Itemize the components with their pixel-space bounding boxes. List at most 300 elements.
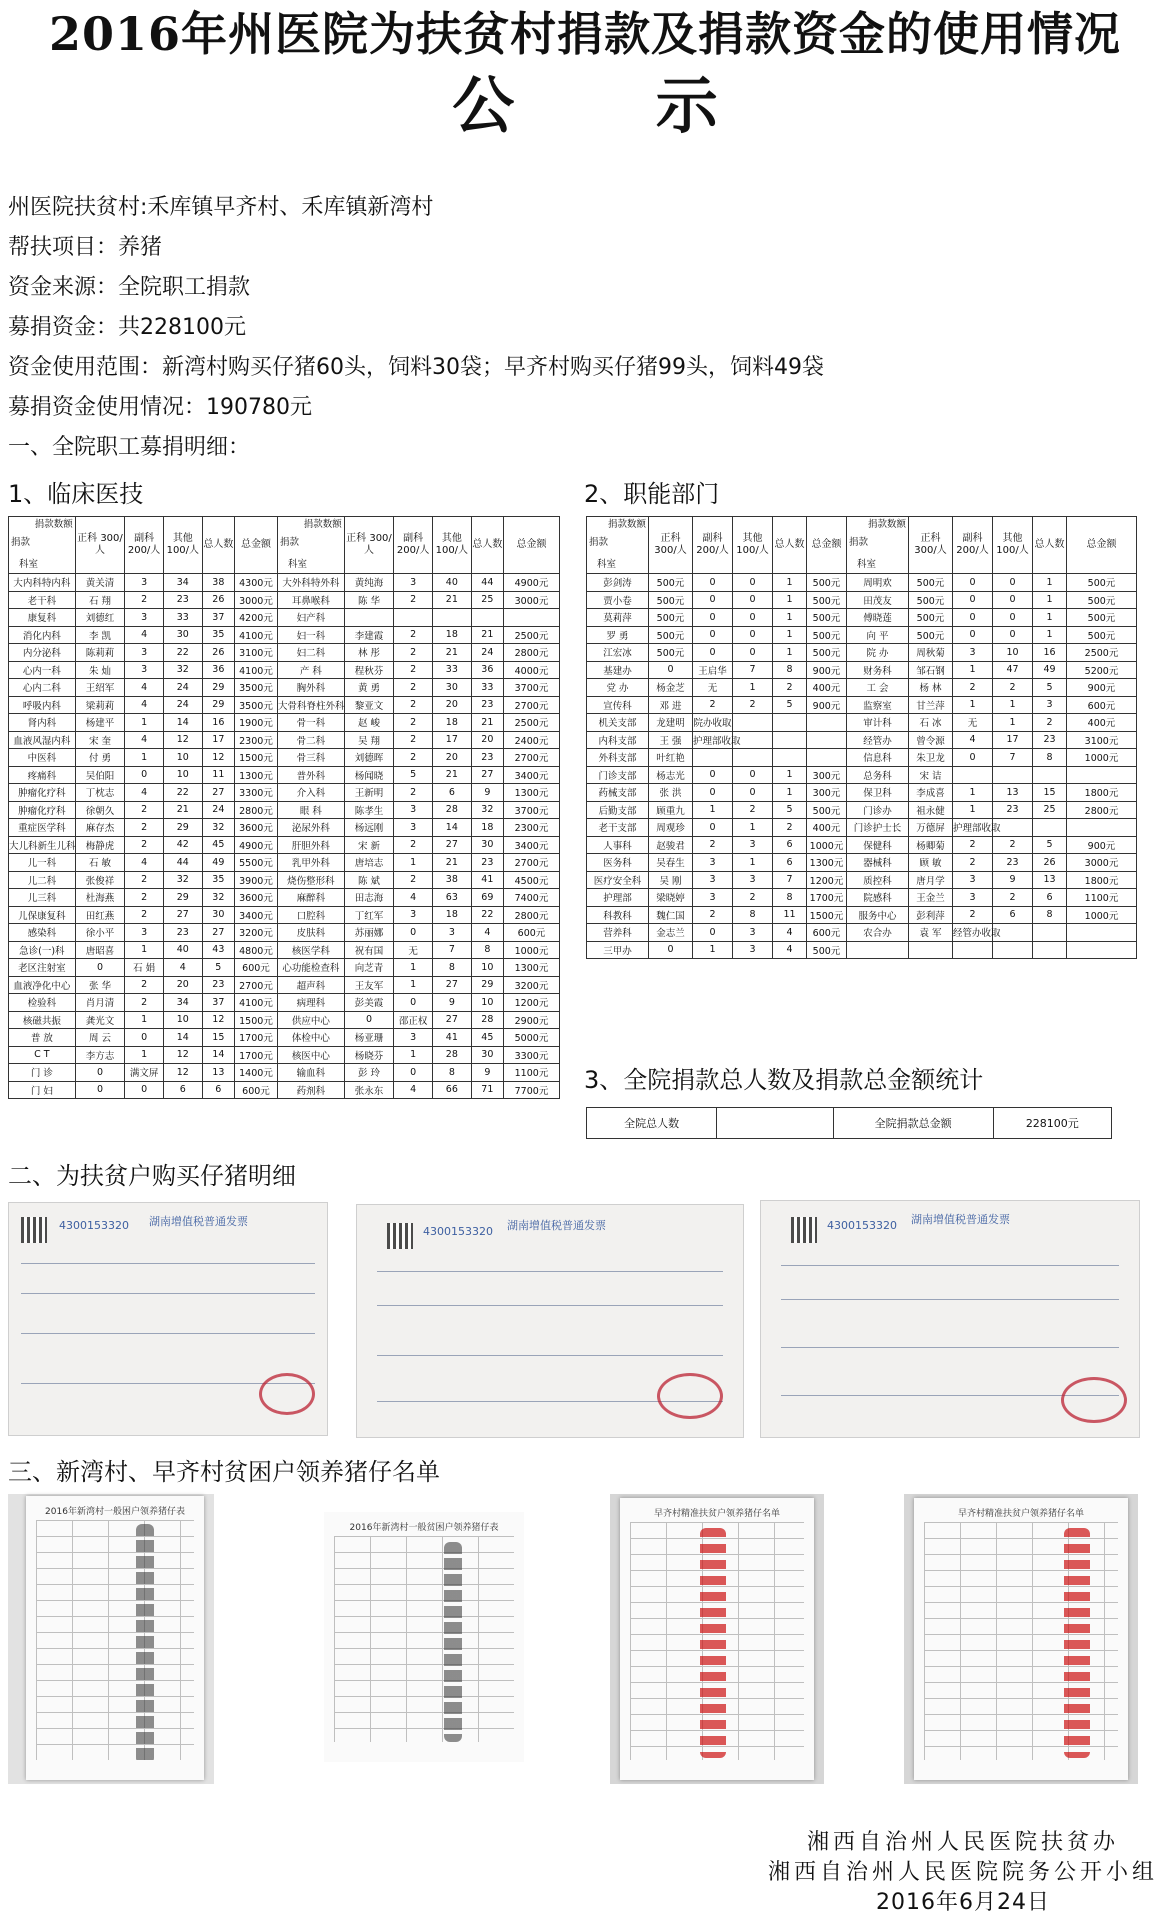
table-cell: 4000元 (503, 661, 559, 679)
column-header: 总金额 (807, 517, 847, 574)
table-cell: 祝有国 (344, 941, 394, 959)
table-cell: 11 (773, 906, 807, 924)
table-cell (733, 749, 773, 767)
info-line: 帮扶项目：养猪 (8, 235, 163, 260)
table-cell: 0 (75, 1064, 125, 1082)
table-cell: 500元 (909, 609, 953, 627)
table-row (9, 626, 560, 644)
table-cell: 24 (202, 801, 234, 819)
table-cell: 23 (163, 924, 202, 942)
table-cell: 2 (125, 801, 164, 819)
table-cell: 69 (471, 889, 503, 907)
receipt-number: 4300153320 (423, 1225, 493, 1238)
table-cell: 8 (432, 1064, 471, 1082)
table-cell (1033, 766, 1067, 784)
table-cell: 黄关清 (75, 574, 125, 592)
table-cell: 1 (125, 941, 164, 959)
table-cell: 4 (471, 924, 503, 942)
table-cell: 3 (953, 644, 993, 662)
table-cell: 3700元 (503, 801, 559, 819)
table-cell: 1 (125, 749, 164, 767)
sheet-title: 2016年新湾村一般贫困户领养猪仔表 (349, 1523, 499, 1533)
table-cell: 14 (163, 714, 202, 732)
table-cell: 45 (471, 1029, 503, 1047)
table-cell: 34 (163, 994, 202, 1012)
table-cell: 丁枕志 (75, 784, 125, 802)
table-row (587, 836, 1137, 854)
table-row (9, 714, 560, 732)
table-cell: 1500元 (234, 749, 277, 767)
table-cell: 2 (953, 854, 993, 872)
section-functional: 2、职能部门 (584, 480, 720, 508)
table-cell: 6 (202, 1081, 234, 1099)
receipt-photo (356, 1204, 744, 1438)
table-cell: 4100元 (234, 661, 277, 679)
table-cell: 1 (394, 1046, 433, 1064)
table-cell (1067, 819, 1137, 837)
table-cell: 400元 (807, 679, 847, 697)
table-cell: 500元 (649, 591, 693, 609)
table-row (9, 696, 560, 714)
table-cell: 2 (125, 889, 164, 907)
table-cell: 老干支部 (587, 819, 649, 837)
table-cell: 21 (432, 766, 471, 784)
table-cell: 4 (125, 854, 164, 872)
table-cell: 1 (394, 854, 433, 872)
table-cell: 9 (993, 871, 1033, 889)
table-cell: 41 (471, 871, 503, 889)
table-cell: 1 (953, 784, 993, 802)
table-cell: 2800元 (1067, 801, 1137, 819)
table-cell: 外科支部 (587, 749, 649, 767)
table-row (9, 889, 560, 907)
table-cell: 0 (394, 924, 433, 942)
table-cell: 24 (471, 644, 503, 662)
table-cell: 3000元 (503, 591, 559, 609)
table-cell: 普 放 (9, 1029, 76, 1047)
table-cell: 17 (993, 731, 1033, 749)
table-cell: 8 (1033, 906, 1067, 924)
table-cell: 4 (125, 784, 164, 802)
table-cell: 3900元 (234, 871, 277, 889)
table-cell: 23 (1033, 731, 1067, 749)
column-header: 正科 300/人 (344, 517, 394, 574)
table-cell: 肖月清 (75, 994, 125, 1012)
table-cell: 5500元 (234, 854, 277, 872)
table-cell: 4 (953, 731, 993, 749)
table-cell: 朱卫龙 (909, 749, 953, 767)
table-cell: 基建办 (587, 661, 649, 679)
table-cell: 王金兰 (909, 889, 953, 907)
table-cell: 彭 玲 (344, 1064, 394, 1082)
table-cell: 2 (394, 644, 433, 662)
table-cell: 1100元 (503, 1064, 559, 1082)
table-cell: 1700元 (807, 889, 847, 907)
table-cell: 总务科 (847, 766, 909, 784)
table-cell: 0 (693, 574, 733, 592)
table-cell: 23 (993, 801, 1033, 819)
table-cell: 2 (394, 749, 433, 767)
table-cell: 20 (432, 696, 471, 714)
table-cell: 18 (432, 626, 471, 644)
table-cell: 29 (471, 976, 503, 994)
table-cell: 1500元 (234, 1011, 277, 1029)
table-cell: 21 (432, 854, 471, 872)
table-cell: 1500元 (807, 906, 847, 924)
table-cell: 28 (432, 801, 471, 819)
table-cell: 15 (1033, 784, 1067, 802)
qr-code-icon (21, 1217, 47, 1243)
table-cell: 黄纯海 (344, 574, 394, 592)
table-cell: 33 (163, 609, 202, 627)
table-cell: 2 (693, 906, 733, 924)
column-header: 正科 300/人 (75, 517, 125, 574)
table-cell: 2 (733, 801, 773, 819)
table-row (9, 574, 560, 592)
functional-table (586, 516, 1137, 959)
table-cell: 0 (733, 644, 773, 662)
table-cell: 宋 诘 (909, 766, 953, 784)
table-cell: 0 (733, 591, 773, 609)
table-cell: 12 (163, 1046, 202, 1064)
table-cell: 2 (394, 784, 433, 802)
table-cell: 18 (432, 906, 471, 924)
table-cell: 21 (163, 801, 202, 819)
table-cell: 朱 灿 (75, 661, 125, 679)
table-cell: 4500元 (503, 871, 559, 889)
sheet-title: 早齐村精准扶贫户领养猪仔名单 (653, 1509, 780, 1519)
table-cell: 满文屏 (125, 1064, 164, 1082)
table-cell: 妇一科 (278, 626, 345, 644)
receipt-title: 湖南增值税普通发票 (149, 1215, 248, 1228)
table-cell: 5 (202, 959, 234, 977)
table-cell: 10 (993, 644, 1033, 662)
table-cell: 1300元 (234, 766, 277, 784)
table-cell: 3200元 (503, 976, 559, 994)
table-cell: 0 (125, 1081, 164, 1099)
table-cell: 3 (432, 924, 471, 942)
table-cell: 吴伯阳 (75, 766, 125, 784)
table-cell: 刘德红 (75, 609, 125, 627)
table-cell: 黎亚文 (344, 696, 394, 714)
table-cell: 29 (202, 679, 234, 697)
table-cell: 2 (125, 976, 164, 994)
table-cell: 500元 (1067, 591, 1137, 609)
table-cell: 麻醉科 (278, 889, 345, 907)
table-cell: 骨一科 (278, 714, 345, 732)
table-cell: 2 (693, 836, 733, 854)
table-cell: 500元 (909, 574, 953, 592)
table-cell: 44 (163, 854, 202, 872)
table-cell: 4 (125, 731, 164, 749)
table-cell: 李 凯 (75, 626, 125, 644)
table-cell: 1200元 (503, 994, 559, 1012)
table-cell (807, 731, 847, 749)
table-cell: 2 (733, 696, 773, 714)
table-cell: 2 (953, 906, 993, 924)
table-cell: 43 (202, 941, 234, 959)
table-cell: 9 (432, 994, 471, 1012)
table-row (9, 1029, 560, 1047)
table-cell: 儿保康复科 (9, 906, 76, 924)
table-cell: 吴 刚 (649, 871, 693, 889)
table-cell: 7 (773, 871, 807, 889)
table-cell: 1300元 (503, 959, 559, 977)
table-cell: 赵骏君 (649, 836, 693, 854)
table-cell: 33 (471, 679, 503, 697)
table-row (9, 941, 560, 959)
column-header: 其他 100/人 (432, 517, 471, 574)
table-cell: 彭美霞 (344, 994, 394, 1012)
sheet-title: 早齐村精准扶贫户领养猪仔名单 (957, 1509, 1084, 1519)
table-cell: 陈 斌 (344, 871, 394, 889)
table-cell: 2 (993, 836, 1033, 854)
table-cell: 500元 (1067, 626, 1137, 644)
table-cell: 2 (1033, 714, 1067, 732)
table-cell: 600元 (1067, 696, 1137, 714)
table-cell: 三甲办 (587, 941, 649, 959)
table-cell: 0 (75, 959, 125, 977)
table-cell: 23 (163, 591, 202, 609)
table-cell: 中医科 (9, 749, 76, 767)
table-cell: 7400元 (503, 889, 559, 907)
table-cell: 泌尿外科 (278, 819, 345, 837)
table-cell: 李方志 (75, 1046, 125, 1064)
table-cell: 33 (432, 661, 471, 679)
table-cell: 17 (202, 731, 234, 749)
table-cell: 0 (344, 1011, 394, 1029)
table-cell: 2 (394, 714, 433, 732)
table-cell: 27 (163, 906, 202, 924)
table-cell: 900元 (807, 661, 847, 679)
table-cell: 3 (953, 889, 993, 907)
table-cell: 0 (993, 574, 1033, 592)
table-cell: 3 (394, 1029, 433, 1047)
table-cell: 300元 (807, 784, 847, 802)
table-cell: 600元 (234, 1081, 277, 1099)
table-cell: 11 (202, 766, 234, 784)
table-cell: 向芝青 (344, 959, 394, 977)
table-cell: 王启华 (693, 661, 733, 679)
table-cell: 器械科 (847, 854, 909, 872)
table-cell: 1 (1033, 626, 1067, 644)
table-cell: 1900元 (234, 714, 277, 732)
table-cell: 病理科 (278, 994, 345, 1012)
table-cell: 顾 敏 (909, 854, 953, 872)
table-cell: 向 平 (847, 626, 909, 644)
table-cell: 2 (125, 591, 164, 609)
table-cell: 2300元 (234, 731, 277, 749)
table-row (9, 959, 560, 977)
table-cell: 21 (432, 644, 471, 662)
table-cell: 600元 (807, 924, 847, 942)
table-cell: 护理部收取 (953, 819, 993, 837)
table-cell (993, 941, 1033, 959)
table-cell: 30 (471, 1046, 503, 1064)
table-cell (773, 749, 807, 767)
table-cell: 2 (993, 889, 1033, 907)
table-cell: 63 (432, 889, 471, 907)
table-cell: 5 (773, 801, 807, 819)
table-cell: 杨晓芬 (344, 1046, 394, 1064)
table-cell: 1100元 (1067, 889, 1137, 907)
summary-value-amount: 228100元 (1025, 1117, 1079, 1130)
table-row (587, 679, 1137, 697)
table-cell: 10 (163, 1011, 202, 1029)
table-cell: 4200元 (234, 609, 277, 627)
table-cell: 4 (394, 889, 433, 907)
table-cell: 保健科 (847, 836, 909, 854)
table-cell: 大外科特外科 (278, 574, 345, 592)
table-cell: 普外科 (278, 766, 345, 784)
footer (768, 1828, 1158, 1918)
column-header: 总金额 (1067, 517, 1137, 574)
table-cell: 23 (471, 696, 503, 714)
table-row (587, 749, 1137, 767)
table-cell (733, 714, 773, 732)
table-cell: 6 (1033, 889, 1067, 907)
list-photo (610, 1494, 824, 1784)
column-header: 副科 200/人 (953, 517, 993, 574)
table-cell: 张永东 (344, 1081, 394, 1099)
table-cell: 营养科 (587, 924, 649, 942)
table-cell: 1 (953, 696, 993, 714)
table-cell: 0 (649, 661, 693, 679)
table-cell: 护理部 (587, 889, 649, 907)
table-cell: 3 (733, 836, 773, 854)
table-cell (909, 941, 953, 959)
table-cell (807, 749, 847, 767)
page-subtitle: 公 示 (452, 69, 778, 142)
table-cell: 工 会 (847, 679, 909, 697)
table-cell: 38 (202, 574, 234, 592)
table-cell: 25 (1033, 801, 1067, 819)
table-cell (993, 766, 1033, 784)
table-cell: 内科支部 (587, 731, 649, 749)
table-row (9, 661, 560, 679)
table-cell: 2 (953, 679, 993, 697)
table-cell: 3 (125, 661, 164, 679)
qr-code-icon (791, 1217, 817, 1243)
table-cell: 杨建平 (75, 714, 125, 732)
table-cell: 0 (953, 574, 993, 592)
table-cell: 眼 科 (278, 801, 345, 819)
table-cell: 3000元 (1067, 854, 1137, 872)
table-cell: 医疗安全科 (587, 871, 649, 889)
table-cell: 疼痛科 (9, 766, 76, 784)
table-cell: 0 (993, 626, 1033, 644)
stamp-icon (259, 1373, 315, 1415)
table-cell: 25 (471, 591, 503, 609)
table-cell: 400元 (1067, 714, 1137, 732)
table-cell: 27 (432, 836, 471, 854)
table-cell: 陈孝生 (344, 801, 394, 819)
table-cell: 1 (953, 661, 993, 679)
table-cell: 服务中心 (847, 906, 909, 924)
table-cell: 1 (394, 959, 433, 977)
table-row (587, 854, 1137, 872)
table-cell: 王绍军 (75, 679, 125, 697)
table-cell: 17 (432, 731, 471, 749)
table-cell: 4900元 (503, 574, 559, 592)
table-cell: 罗 勇 (587, 626, 649, 644)
section-receipts: 二、为扶贫户购买仔猪明细 (8, 1162, 296, 1190)
table-cell: 周秋菊 (909, 644, 953, 662)
table-cell: 0 (125, 1029, 164, 1047)
table-cell: 42 (163, 836, 202, 854)
table-cell: 29 (163, 819, 202, 837)
table-cell: 1 (125, 714, 164, 732)
table-cell: 杨金芝 (649, 679, 693, 697)
table-cell: 6 (773, 854, 807, 872)
table-cell: 3 (953, 871, 993, 889)
table-cell: 0 (733, 609, 773, 627)
table-cell: 3 (733, 871, 773, 889)
table-cell: 耳鼻喉科 (278, 591, 345, 609)
table-cell: 2700元 (503, 749, 559, 767)
table-cell: 院办收取 (693, 714, 733, 732)
table-cell: 徐朝久 (75, 801, 125, 819)
table-cell: 500元 (1067, 609, 1137, 627)
table-cell: 院感科 (847, 889, 909, 907)
table-cell: 27 (202, 924, 234, 942)
table-row (9, 994, 560, 1012)
table-cell: 1700元 (234, 1046, 277, 1064)
table-cell: 梁莉莉 (75, 696, 125, 714)
table-cell: 0 (693, 924, 733, 942)
table-row (587, 819, 1137, 837)
table-cell: 2 (733, 889, 773, 907)
table-cell: 1 (733, 819, 773, 837)
table-cell: 彭利萍 (909, 906, 953, 924)
table-cell: 骨二科 (278, 731, 345, 749)
table-cell: 心内一科 (9, 661, 76, 679)
receipt-photo (8, 1202, 328, 1436)
table-cell: 29 (163, 889, 202, 907)
table-cell: 3200元 (234, 924, 277, 942)
table-cell: 傅晓莲 (847, 609, 909, 627)
table-cell: 药械支部 (587, 784, 649, 802)
table-cell: 产 科 (278, 661, 345, 679)
table-cell: 2 (693, 696, 733, 714)
table-cell: 1 (693, 941, 733, 959)
table-cell: 29 (202, 696, 234, 714)
table-cell: 1000元 (807, 836, 847, 854)
table-cell: 张 华 (75, 976, 125, 994)
table-row (587, 609, 1137, 627)
table-cell: 27 (471, 766, 503, 784)
table-cell: 石 翔 (75, 591, 125, 609)
table-cell: 大儿科新生儿科 (9, 836, 76, 854)
table-cell: 药剂科 (278, 1081, 345, 1099)
table-row (587, 941, 1137, 959)
table-cell: 周明欢 (847, 574, 909, 592)
table-cell: 0 (953, 609, 993, 627)
table-cell: 0 (394, 1064, 433, 1082)
table-cell: 5 (394, 766, 433, 784)
table-cell: 莫莉萍 (587, 609, 649, 627)
table-cell: 心功能检查科 (278, 959, 345, 977)
table-cell: 0 (953, 626, 993, 644)
table-cell: 3 (394, 801, 433, 819)
table-row (9, 1046, 560, 1064)
table-row (9, 924, 560, 942)
column-header: 正科 300/人 (909, 517, 953, 574)
table-cell: 500元 (909, 591, 953, 609)
table-cell: 0 (693, 819, 733, 837)
summary-table (586, 1107, 1112, 1139)
table-cell: 1 (953, 801, 993, 819)
